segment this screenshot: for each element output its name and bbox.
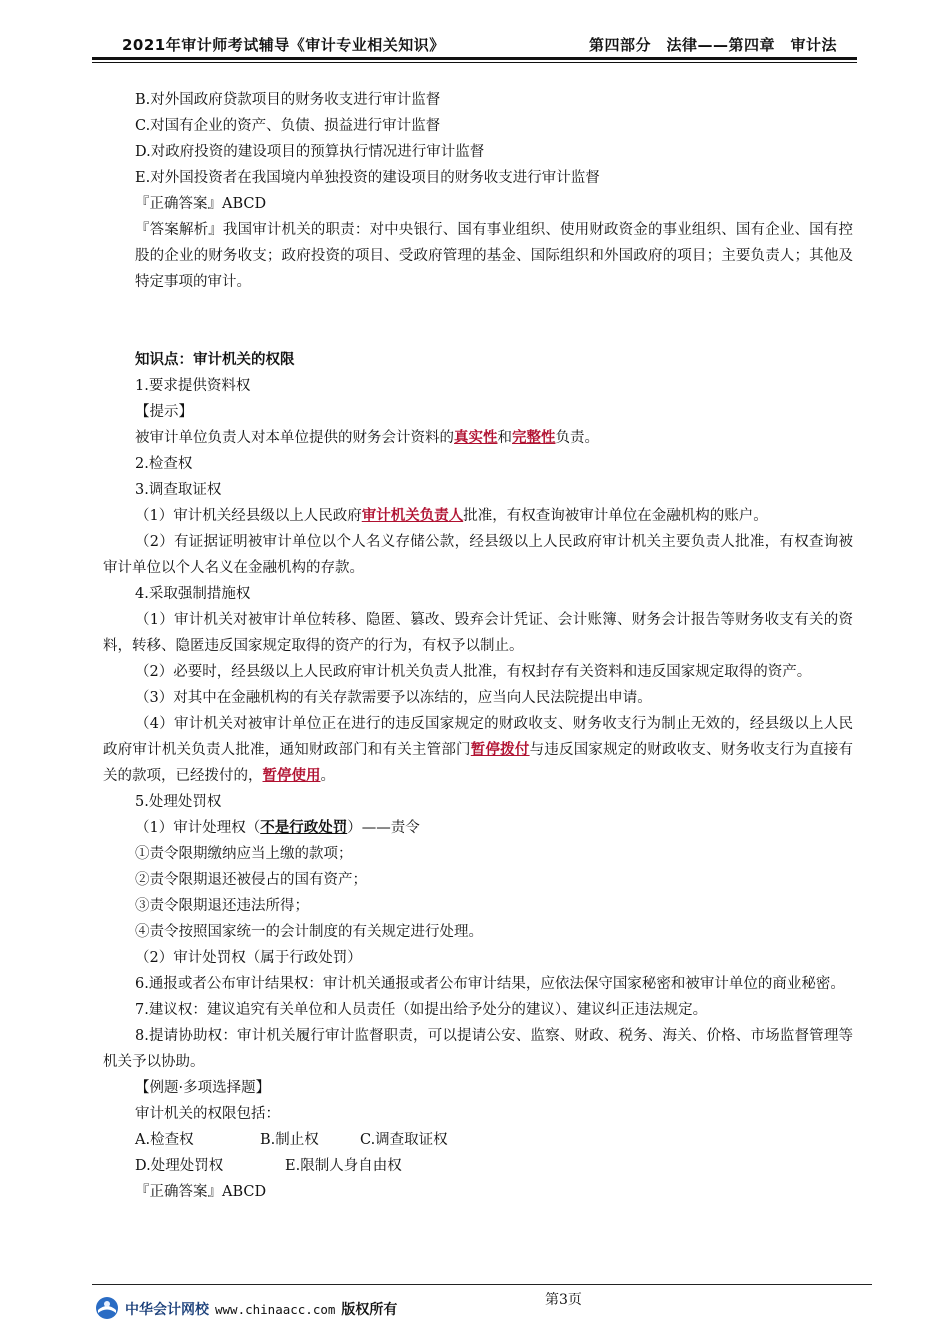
tip-text-c: 负责。: [555, 430, 599, 446]
highlight-authenticity: 真实性: [454, 429, 498, 446]
header-title: 2021年审计师考试辅导《审计专业相关知识》: [122, 36, 445, 54]
not-administrative-penalty: 不是行政处罚: [260, 819, 348, 836]
section-6: 6.通报或者公布审计结果权：审计机关通报或者公布审计结果，应依法保守国家秘密和被审计单位的商业秘密。: [135, 976, 845, 992]
header-rule: [92, 57, 857, 60]
option-d: D.对政府投资的建设项目的预算执行情况进行审计监督: [135, 144, 485, 160]
spacer: [103, 295, 853, 347]
highlight-suspend-use: 暂停使用: [262, 767, 321, 784]
answer-analysis: 『答案解析』我国审计机关的职责：对中央银行、国有事业组织、使用财政资金的事业组织、国有企业、国有控股的企业的财务收支；政府投资的项目、受政府管理的基金、国际组织和外国政府的项目；主要负责人；其他及特定事项的审计。: [135, 222, 853, 290]
option-e: E.对外国投资者在我国境内单独投资的建设项目的财务收支进行审计监督: [135, 170, 600, 186]
example-answer: 『正确答案』ABCD: [135, 1184, 267, 1200]
example-option-c: C.调查取证权: [360, 1132, 448, 1148]
example-options-row-1: [103, 1127, 853, 1153]
section-3-item-2: （2）有证据证明被审计单位以个人名义存储公款，经县级以上人民政府审计机关主要负责人批准，有权查询被审计单位以个人名义在金融机构的存款。: [103, 534, 853, 576]
example-option-d: D.处理处罚权: [135, 1158, 224, 1174]
tip-label: 【提示】: [135, 404, 193, 420]
knowledge-point-title: 知识点：审计机关的权限: [135, 352, 295, 368]
example-option-e: E.限制人身自由权: [285, 1158, 402, 1174]
globe-logo-icon: [95, 1296, 119, 1320]
highlight-suspend-allocation: 暂停拨付: [470, 741, 530, 758]
section-4: 4.采取强制措施权: [135, 586, 251, 602]
highlight-completeness: 完整性: [512, 429, 556, 446]
section-1: 1.要求提供资料权: [135, 378, 251, 394]
section-4-item-4: [103, 711, 853, 789]
section-5-item-2: （2）审计处罚权（属于行政处罚）: [135, 950, 362, 966]
s5-1-a: （1）审计处理权（: [135, 820, 261, 836]
example-option-a: A.检查权: [135, 1132, 194, 1148]
page-number: 第3页: [545, 1292, 582, 1308]
s3-1-a: （1）审计机关经县级以上人民政府: [135, 508, 362, 524]
footer-brand: [125, 1299, 397, 1319]
section-4-item-1: （1）审计机关对被审计单位转移、隐匿、篡改、毁弃会计凭证、会计账簿、财务会计报告等财务收支有关的资料，转移、隐匿违反国家规定取得的资产的行为，有权予以制止。: [103, 612, 853, 654]
page-header: [92, 30, 857, 54]
section-8: 8.提请协助权：审计机关履行审计监督职责，可以提请公安、监察、财政、税务、海关、价格、市场监督管理等机关予以协助。: [103, 1028, 853, 1070]
section-7: 7.建议权：建议追究有关单位和人员责任（如提出给予处分的建议）、建议纠正违法规定。: [135, 1002, 708, 1018]
header-section: 第四部分 法律——第四章 审计法: [588, 36, 837, 54]
option-b: B.对外国政府贷款项目的财务收支进行审计监督: [135, 92, 441, 108]
s4-4-c: 。: [320, 768, 335, 784]
order-item-4: ④责令按照国家统一的会计制度的有关规定进行处理。: [135, 924, 483, 940]
document-body: [103, 87, 853, 1205]
footer-rule: [92, 1284, 872, 1285]
example-options-row-2: [103, 1153, 853, 1179]
brand-url[interactable]: www.chinaacc.com: [215, 1302, 336, 1317]
tip-text-a: 被审计单位负责人对本单位提供的财务会计资料的: [135, 430, 454, 446]
section-3: 3.调查取证权: [135, 482, 222, 498]
tip-text: [103, 425, 853, 451]
example-stem: 审计机关的权限包括：: [135, 1106, 280, 1122]
order-item-1: ①责令限期缴纳应当上缴的款项；: [135, 846, 353, 862]
section-2: 2.检查权: [135, 456, 193, 472]
example-option-b: B.制止权: [260, 1132, 319, 1148]
s5-1-b: ）——责令: [347, 820, 420, 836]
highlight-audit-head: 审计机关负责人: [361, 507, 464, 524]
section-5: 5.处理处罚权: [135, 794, 222, 810]
s4-4-b: 与违反国家规定的财政收支、财务收支行为直接有关的款项，已经拨付的，: [103, 742, 854, 784]
section-4-item-2: （2）必要时，经县级以上人民政府审计机关负责人批准，有权封存有关资料和违反国家规定取得的资产。: [135, 664, 812, 680]
header-rule-thin: [92, 62, 857, 63]
tip-text-b: 和: [497, 430, 512, 446]
section-5-item-1: [103, 815, 853, 841]
s4-4-a: （4）审计机关对被审计单位正在进行的违反国家规定的财政收支、财务收支行为制止无效的，经县级以上人民政府审计机关负责人批准，通知财政部门和有关主管部门: [103, 716, 853, 758]
section-3-item-1: [103, 503, 853, 529]
section-4-item-3: （3）对其中在金融机构的有关存款需要予以冻结的，应当向人民法院提出申请。: [135, 690, 652, 706]
s3-1-b: 批准，有权查询被审计单位在金融机构的账户。: [463, 508, 768, 524]
order-item-3: ③责令限期退还违法所得；: [135, 898, 309, 914]
example-type: 【例题·多项选择题】: [135, 1080, 271, 1096]
correct-answer: 『正确答案』ABCD: [135, 196, 267, 212]
order-item-2: ②责令限期退还被侵占的国有资产；: [135, 872, 367, 888]
brand-name: 中华会计网校: [125, 1302, 209, 1318]
copyright: 版权所有: [341, 1302, 398, 1318]
option-c: C.对国有企业的资产、负债、损益进行审计监督: [135, 118, 441, 134]
